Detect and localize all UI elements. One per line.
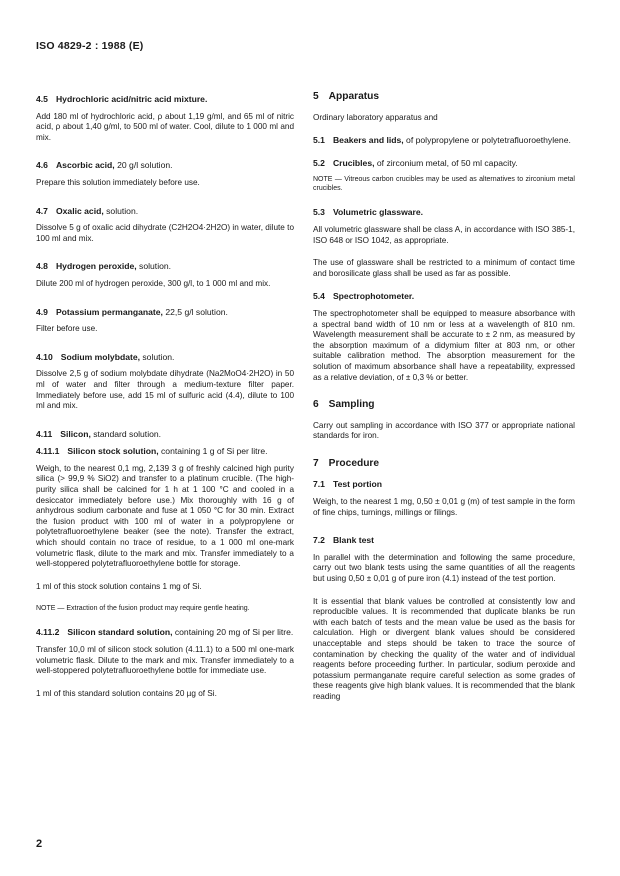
paragraph: Transfer 10,0 ml of silicon stock solution (4.11.1) to a 500 ml one-mark volumetric flask. Dilute to the mark and mix. Transfer immediately to a well-stoppered polytetrafluoroethylene bottle for immediate use. [36,645,294,676]
paragraph: 1 ml of this stock solution contains 1 mg of Si. [36,581,202,591]
section-heading: 5.3 Volumetric glassware. [313,207,424,218]
paragraph: The spectrophotometer shall be equipped to measure absorbance with a spectral band width of 10 nm or less at a wavelength of 810 nm. Wavelength measurement shall be accurate to ± 2 nm, as measured by the absorption maximum of a didymium filter at 803 nm, or other suitable calibration method. The absorption measurement for the solution of maximum absorbance shall have a repeatability, expressed as a relative deviation, of ± 0,3 % or better. [313,308,575,382]
paragraph: The use of glassware shall be restricted to a minimum of contact time and borosilicate glass shall be used as far as possible. [313,258,575,278]
paragraph: Dissolve 2,5 g of sodium molybdate dihydrate (Na2MoO4·2H2O) in 50 ml of water and filter through a medium-texture filter paper. Immediately before use, add 15 ml of sulfuric acid (4.4), dilute to 100 ml and mix. [36,369,294,411]
paragraph: In parallel with the determination and following the same procedure, carry out two blank tests using the same quantities of all the reagents but using 0,50 ± 0,01 g of pure iron (4.1) instead of the test portion. [313,552,575,584]
note: NOTE — Extraction of the fusion product may require gentle heating. [36,605,250,613]
paragraph: Carry out sampling in accordance with ISO 377 or appropriate national standards for iron. [313,420,575,441]
paragraph: Add 180 ml of hydrochloric acid, ρ about 1,19 g/ml, and 65 ml of nitric acid, ρ about 1,40 g/ml, to 500 ml of water. Cool, dilute to 1 000 ml and mix. [36,111,294,142]
section-heading: 4.11.1 Silicon stock solution, containing 1 g of Si per litre. [36,446,268,457]
note: NOTE — Vitreous carbon crucibles may be used as alternatives to zirconium metal crucibles. [313,176,575,193]
section-heading: 7.2 Blank test [313,535,375,546]
section-heading: 4.10 Sodium molybdate, solution. [36,351,175,362]
section-heading: 4.5 Hydrochloric acid/nitric acid mixture. [36,94,208,104]
section-heading: 4.6 Ascorbic acid, 20 g/l solution. [36,160,173,171]
paragraph: Ordinary laboratory apparatus and [313,112,438,122]
section-heading: 7.1 Test portion [313,479,382,490]
paragraph: Weigh, to the nearest 1 mg, 0,50 ± 0,01 g (m) of test sample in the form of fine chips, turnings, millings or filings. [313,497,575,517]
section-heading: 4.8 Hydrogen peroxide, solution. [36,261,172,272]
paragraph: Filter before use. [36,324,98,334]
paragraph: 1 ml of this standard solution contains 20 µg of Si. [36,688,217,698]
paragraph: It is essential that blank values be controlled at consistently low and reproducible values. It is recommended that duplicate blanks be run with each batch of tests and the mean value be used as the basis for calculation. High or divergent blank values should be considered unacceptable and steps should be taken to trace the source of contamination by checking the quality of the water and of individual reagents before proceeding further. In particular, sodium peroxide and potassium permanganate require careful selection as some grades of these reagents give high blank values. It is recommended that the blank reading [313,596,575,701]
paragraph: Weigh, to the nearest 0,1 mg, 2,139 3 g of freshly calcined high purity silica (> 99,9 % SiO2) and transfer to a platinum crucible. (The high-purity silica shall be calcined for 1 h at 1 100 °C and cooled in a desiccator immediately before use.) Mix thoroughly with 16 g of anhydrous sodium carbonate and fuse at 1 050 °C for 30 min. Extract the fusion product with 100 ml of water in a polypropylene or polytetrafluoroethylene beaker (see the note). Transfer the extract, which should contain no trace of residue, to a 1 000 ml one-mark volumetric flask, dilute to the mark and mix. Transfer immediately to a well-stoppered polytetrafluoroethylene bottle for storage. [36,463,294,569]
section-heading: 4.9 Potassium permanganate, 22,5 g/l solution. [36,306,228,317]
section-heading: 4.11.2 Silicon standard solution, containing 20 mg of Si per litre. [36,627,294,638]
clause-heading: 6 Sampling [313,399,375,411]
clause-heading: 7 Procedure [313,457,380,469]
section-heading: 4.7 Oxalic acid, solution. [36,205,139,216]
section-heading: 5.4 Spectrophotometer. [313,291,415,302]
clause-heading: 5 Apparatus [313,91,380,102]
left-column [36,92,294,711]
paragraph: Dissolve 5 g of oxalic acid dihydrate (C2H2O4·2H2O) in water, dilute to 100 ml and mix. [36,223,294,243]
section-heading: 5.1 Beakers and lids, of polypropylene or polytetrafluoroethylene. [313,135,571,146]
paragraph: All volumetric glassware shall be class A, in accordance with ISO 385-1, ISO 648 or ISO 1042, as appropriate. [313,224,575,245]
paragraph: Prepare this solution immediately before use. [36,177,200,187]
document-header: ISO 4829-2 : 1988 (E) [36,40,144,52]
page-number: 2 [36,838,43,850]
section-heading: 4.11 Silicon, standard solution. [36,428,162,439]
paragraph: Dilute 200 ml of hydrogen peroxide, 300 g/l, to 1 000 ml and mix. [36,278,271,288]
right-column [313,92,575,715]
section-heading: 5.2 Crucibles, of zirconium metal, of 50 ml capacity. [313,157,518,168]
